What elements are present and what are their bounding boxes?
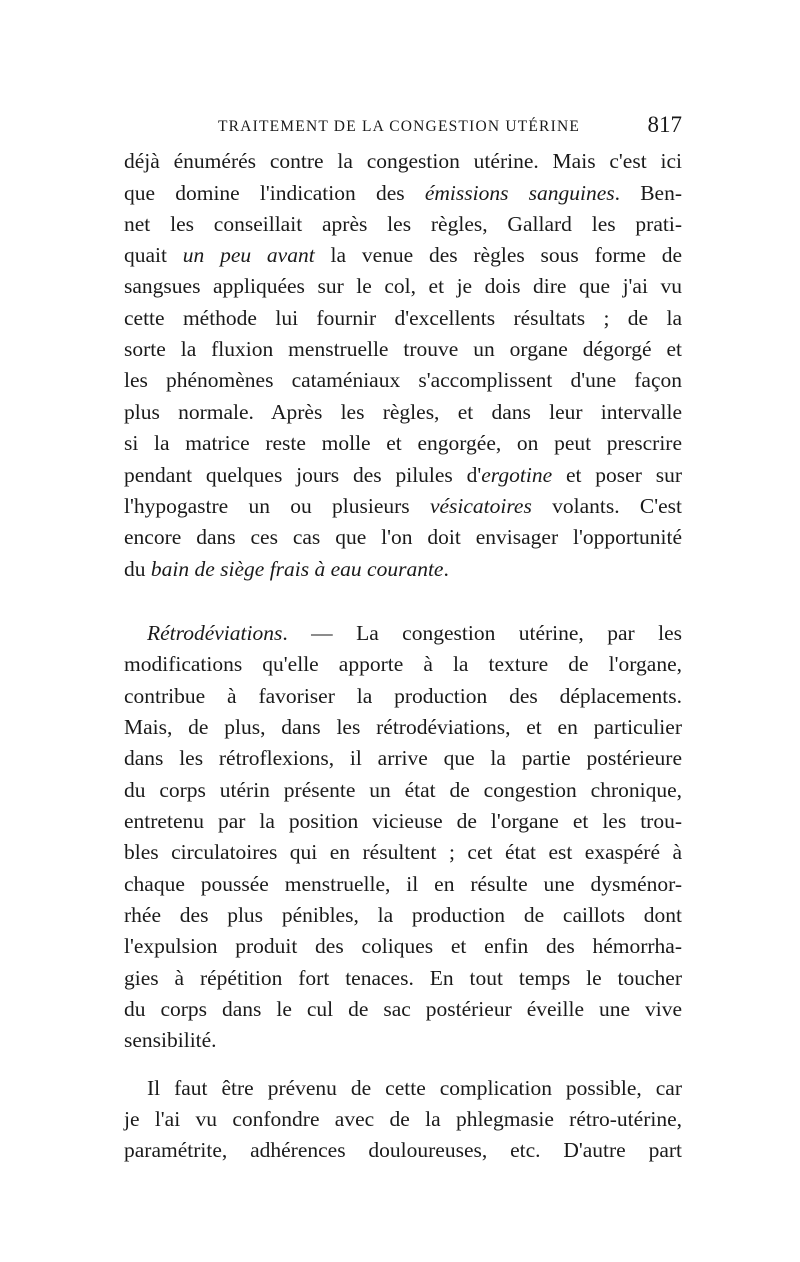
text-line: contribue à favoriser la production des déplacements. [124, 684, 682, 708]
text-line: l'hypogastre un ou plusieurs vésicatoires volants. C'est [124, 494, 682, 518]
running-title: TRAITEMENT DE LA CONGESTION UTÉRINE [218, 118, 581, 135]
text-line: plus normale. Après les règles, et dans leur intervalle [124, 400, 682, 424]
text-line: Il faut être prévenu de cette complication possible, car [147, 1076, 682, 1100]
text-line: du bain de siège frais à eau courante. [124, 557, 449, 581]
running-head [124, 112, 682, 142]
text-line: paramétrite, adhérences douloureuses, etc. D'autre part [124, 1138, 682, 1162]
text-line: entretenu par la position vicieuse de l'organe et les trou- [124, 809, 682, 833]
text-line: net les conseillait après les règles, Gallard les prati- [124, 212, 682, 236]
text-line: rhée des plus pénibles, la production de caillots dont [124, 903, 682, 927]
text-line: pendant quelques jours des pilules d'ergotine et poser sur [124, 463, 682, 487]
text-line: l'expulsion produit des coliques et enfin des hémorrha- [124, 934, 682, 958]
text-line: Rétrodéviations. — La congestion utérine, par les [147, 621, 682, 645]
text-line: déjà énumérés contre la congestion utérine. Mais c'est ici [124, 149, 682, 173]
page-number: 817 [647, 112, 682, 137]
text-line: je l'ai vu confondre avec de la phlegmasie rétro-utérine, [124, 1107, 682, 1131]
section-heading: Rétrodéviations [147, 621, 283, 645]
text-line: du corps utérin présente un état de congestion chronique, [124, 778, 682, 802]
text-line: sensibilité. [124, 1028, 217, 1052]
text-line: quait un peu avant la venue des règles sous forme de [124, 243, 682, 267]
text-line: dans les rétroflexions, il arrive que la partie postérieure [124, 746, 682, 770]
text-line: bles circulatoires qui en résultent ; cet état est exaspéré à [124, 840, 682, 864]
text-line: les phénomènes cataméniaux s'accomplissent d'une façon [124, 368, 682, 392]
text-line: Mais, de plus, dans les rétrodéviations, et en particulier [124, 715, 682, 739]
text-line: encore dans ces cas que l'on doit envisager l'opportunité [124, 525, 682, 549]
text-line: modifications qu'elle apporte à la texture de l'organe, [124, 652, 682, 676]
text-line: cette méthode lui fournir d'excellents résultats ; de la [124, 306, 682, 330]
text-line: sorte la fluxion menstruelle trouve un organe dégorgé et [124, 337, 682, 361]
text-line: du corps dans le cul de sac postérieur éveille une vive [124, 997, 682, 1021]
text-line: que domine l'indication des émissions sanguines. Ben- [124, 181, 682, 205]
text-line: gies à répétition fort tenaces. En tout temps le toucher [124, 966, 682, 990]
text-line: chaque poussée menstruelle, il en résulte une dysménor- [124, 872, 682, 896]
text-line: sangsues appliquées sur le col, et je dois dire que j'ai vu [124, 274, 682, 298]
text-line: si la matrice reste molle et engorgée, on peut prescrire [124, 431, 682, 455]
